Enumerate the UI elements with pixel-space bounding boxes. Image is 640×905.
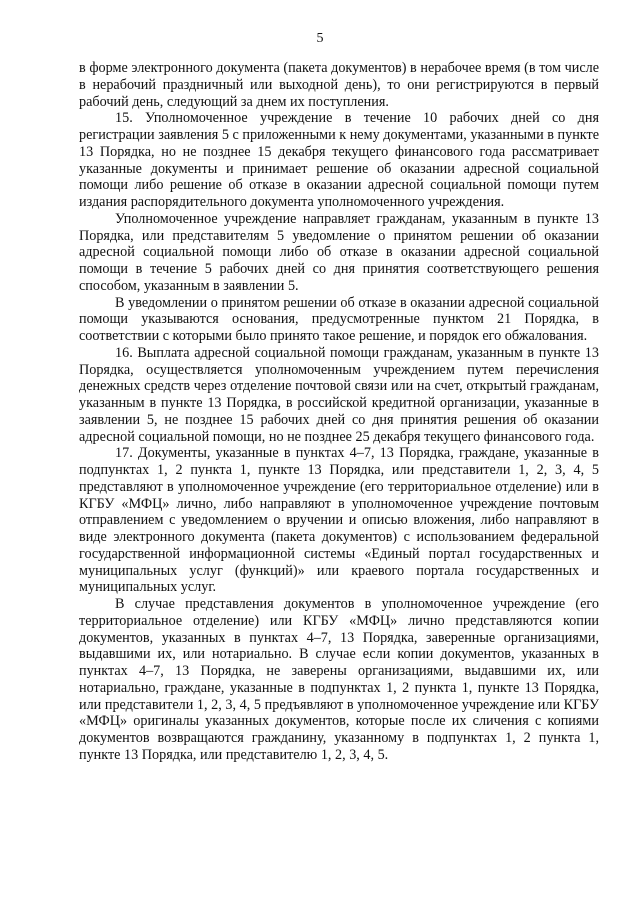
document-body — [79, 60, 599, 764]
page-number: 5 — [316, 31, 324, 46]
paragraph-continuation: в форме электронного документа (пакета документов) в нерабочее время (в том числе в нерабочий праздничный или выходной день), то они регистрируются в первый рабочий день, следующий за днем их поступления. — [79, 60, 599, 110]
paragraph-clause-15: 15. Уполномоченное учреждение в течение 10 рабочих дней со дня регистрации заявления 5 с приложенными к нему документами, указанными в пункте 13 Порядка, но не позднее 15 декабря текущего финансового года рассматривает указанные документы и принимает решение об оказании адресной социальной помощи либо решение об отказе в оказании адресной социальной помощи путем издания распорядительного документа уполномоченного учреждения. — [79, 110, 599, 210]
paragraph-copies-submission: В случае представления документов в уполномоченное учреждение (его территориальное отделение) или КГБУ «МФЦ» лично представляются копии документов, указанных в пунктах 4–7, 13 Порядка, заверенные организациями, выдавшими их, или нотариально. В случае если копии документов, указанных в пунктах 4–7, 13 Порядка, не заверены организациями, выдавшими их, или нотариально, граждане, указанные в подпунктах 1, 2 пункта 1, пункте 13 Порядка, или представители 1, 2, 3, 4, 5 предъявляют в уполномоченное учреждение или КГБУ «МФЦ» оригиналы указанных документов, которые после их сличения с копиями документов возвращаются гражданину, указанному в подпунктах 1, 2 пункта 1, пункте 13 Порядка, или представителю 1, 2, 3, 4, 5. — [79, 596, 599, 763]
paragraph-clause-17: 17. Документы, указанные в пунктах 4–7, 13 Порядка, граждане, указанные в подпунктах 1, 2 пункта 1, пункте 13 Порядка, или представители 1, 2, 3, 4, 5 представляют в уполномоченное учреждение (его территориальное отделение) или в КГБУ «МФЦ» лично, либо направляют в уполномоченное учреждение почтовым отправлением с уведомлением о вручении и описью вложения, либо направляют в виде электронного документа (пакета документов) с использованием федеральной государственной информационной системы «Единый портал государственных и муниципальных услуг (функций)» или краевого портала государственных и муниципальных услуг. — [79, 445, 599, 596]
paragraph-refusal-notice: В уведомлении о принятом решении об отказе в оказании адресной социальной помощи указываются основания, предусмотренные пунктом 21 Порядка, в соответствии с которыми было принято такое решение, и порядок его обжалования. — [79, 294, 599, 344]
paragraph-notification: Уполномоченное учреждение направляет гражданам, указанным в пункте 13 Порядка, или представителям 5 уведомление о принятом решении об оказании адресной социальной помощи либо об отказе в оказании адресной социальной помощи в течение 5 рабочих дней со дня принятия соответствующего решения способом, указанным в заявлении 5. — [79, 210, 599, 294]
paragraph-clause-16: 16. Выплата адресной социальной помощи гражданам, указанным в пункте 13 Порядка, осуществляется уполномоченным учреждением путем перечисления денежных средств через отделение почтовой связи или на счет, открытый гражданам, указанным в пункте 13 Порядка, в российской кредитной организации, указанные в заявлении 5, не позднее 15 рабочих дней со дня принятия решения об оказании адресной социальной помощи, но не позднее 25 декабря текущего финансового года. — [79, 344, 599, 445]
